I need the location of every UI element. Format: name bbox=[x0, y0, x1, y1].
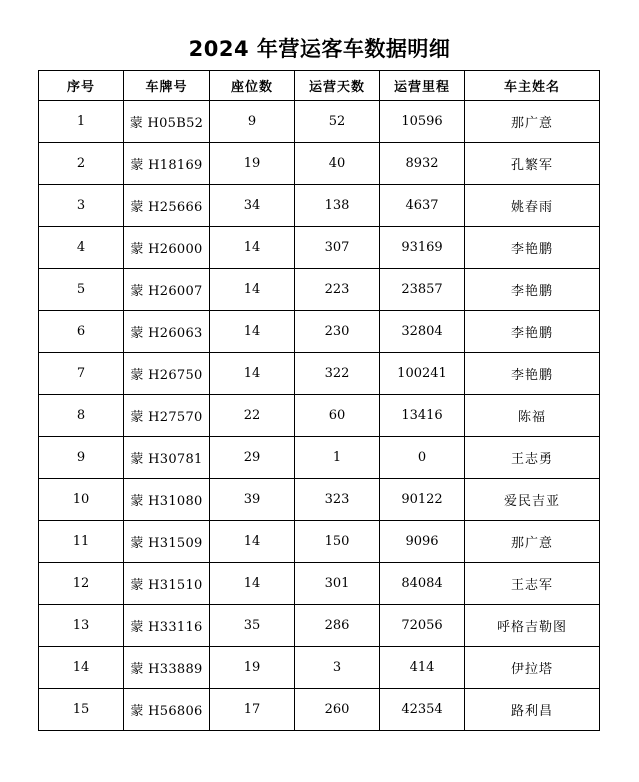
cell-seq: 6 bbox=[39, 311, 124, 353]
table-row bbox=[39, 479, 600, 521]
cell-mileage: 13416 bbox=[380, 395, 465, 437]
table-row bbox=[39, 269, 600, 311]
cell-owner: 王志军 bbox=[465, 563, 600, 605]
cell-days: 307 bbox=[295, 227, 380, 269]
cell-days: 138 bbox=[295, 185, 380, 227]
cell-seq: 7 bbox=[39, 353, 124, 395]
cell-days: 1 bbox=[295, 437, 380, 479]
header-owner: 车主姓名 bbox=[465, 71, 600, 101]
cell-plate: 蒙 H26063 bbox=[124, 311, 210, 353]
header-seq: 序号 bbox=[39, 71, 124, 101]
cell-mileage: 9096 bbox=[380, 521, 465, 563]
cell-plate: 蒙 H05B52 bbox=[124, 101, 210, 143]
cell-seq: 10 bbox=[39, 479, 124, 521]
cell-plate: 蒙 H26007 bbox=[124, 269, 210, 311]
cell-mileage: 414 bbox=[380, 647, 465, 689]
cell-seq: 15 bbox=[39, 689, 124, 731]
cell-mileage: 8932 bbox=[380, 143, 465, 185]
cell-days: 230 bbox=[295, 311, 380, 353]
cell-mileage: 90122 bbox=[380, 479, 465, 521]
cell-plate: 蒙 H31080 bbox=[124, 479, 210, 521]
cell-plate: 蒙 H56806 bbox=[124, 689, 210, 731]
cell-owner: 那广意 bbox=[465, 101, 600, 143]
cell-seats: 34 bbox=[210, 185, 295, 227]
cell-days: 322 bbox=[295, 353, 380, 395]
cell-seats: 9 bbox=[210, 101, 295, 143]
header-days: 运营天数 bbox=[295, 71, 380, 101]
table-row bbox=[39, 185, 600, 227]
cell-mileage: 84084 bbox=[380, 563, 465, 605]
cell-owner: 李艳鹏 bbox=[465, 269, 600, 311]
cell-days: 301 bbox=[295, 563, 380, 605]
cell-seats: 19 bbox=[210, 143, 295, 185]
cell-seq: 14 bbox=[39, 647, 124, 689]
cell-seats: 22 bbox=[210, 395, 295, 437]
cell-seats: 14 bbox=[210, 311, 295, 353]
header-mileage: 运营里程 bbox=[380, 71, 465, 101]
table-row bbox=[39, 689, 600, 731]
cell-owner: 李艳鹏 bbox=[465, 311, 600, 353]
header-plate: 车牌号 bbox=[124, 71, 210, 101]
cell-plate: 蒙 H33116 bbox=[124, 605, 210, 647]
cell-days: 323 bbox=[295, 479, 380, 521]
vehicle-data-table bbox=[38, 70, 600, 731]
table-row bbox=[39, 101, 600, 143]
cell-seq: 1 bbox=[39, 101, 124, 143]
cell-seq: 5 bbox=[39, 269, 124, 311]
cell-seats: 39 bbox=[210, 479, 295, 521]
cell-owner: 伊拉塔 bbox=[465, 647, 600, 689]
cell-seq: 9 bbox=[39, 437, 124, 479]
cell-seq: 4 bbox=[39, 227, 124, 269]
cell-mileage: 93169 bbox=[380, 227, 465, 269]
cell-owner: 李艳鹏 bbox=[465, 227, 600, 269]
table-row bbox=[39, 605, 600, 647]
cell-seats: 14 bbox=[210, 227, 295, 269]
document-title: 2024 年营运客车数据明细 bbox=[188, 37, 451, 61]
cell-seats: 29 bbox=[210, 437, 295, 479]
table-row bbox=[39, 353, 600, 395]
cell-owner: 姚春雨 bbox=[465, 185, 600, 227]
cell-seq: 12 bbox=[39, 563, 124, 605]
table-row bbox=[39, 227, 600, 269]
table-row bbox=[39, 143, 600, 185]
table-row bbox=[39, 311, 600, 353]
cell-seq: 2 bbox=[39, 143, 124, 185]
table-row bbox=[39, 395, 600, 437]
cell-plate: 蒙 H18169 bbox=[124, 143, 210, 185]
cell-plate: 蒙 H31510 bbox=[124, 563, 210, 605]
cell-plate: 蒙 H33889 bbox=[124, 647, 210, 689]
cell-plate: 蒙 H26000 bbox=[124, 227, 210, 269]
cell-plate: 蒙 H25666 bbox=[124, 185, 210, 227]
cell-plate: 蒙 H30781 bbox=[124, 437, 210, 479]
cell-owner: 陈福 bbox=[465, 395, 600, 437]
cell-owner: 李艳鹏 bbox=[465, 353, 600, 395]
cell-owner: 路利昌 bbox=[465, 689, 600, 731]
cell-seats: 35 bbox=[210, 605, 295, 647]
table-row bbox=[39, 521, 600, 563]
cell-days: 60 bbox=[295, 395, 380, 437]
cell-plate: 蒙 H27570 bbox=[124, 395, 210, 437]
cell-mileage: 72056 bbox=[380, 605, 465, 647]
cell-seats: 14 bbox=[210, 269, 295, 311]
cell-seats: 17 bbox=[210, 689, 295, 731]
cell-owner: 孔繁军 bbox=[465, 143, 600, 185]
header-seats: 座位数 bbox=[210, 71, 295, 101]
cell-owner: 爱民吉亚 bbox=[465, 479, 600, 521]
cell-days: 40 bbox=[295, 143, 380, 185]
cell-seats: 14 bbox=[210, 521, 295, 563]
table-row bbox=[39, 437, 600, 479]
cell-mileage: 23857 bbox=[380, 269, 465, 311]
cell-mileage: 4637 bbox=[380, 185, 465, 227]
cell-days: 150 bbox=[295, 521, 380, 563]
cell-seq: 13 bbox=[39, 605, 124, 647]
cell-seats: 14 bbox=[210, 563, 295, 605]
cell-plate: 蒙 H26750 bbox=[124, 353, 210, 395]
cell-seats: 19 bbox=[210, 647, 295, 689]
cell-seq: 3 bbox=[39, 185, 124, 227]
cell-mileage: 10596 bbox=[380, 101, 465, 143]
cell-seats: 14 bbox=[210, 353, 295, 395]
cell-days: 52 bbox=[295, 101, 380, 143]
cell-days: 286 bbox=[295, 605, 380, 647]
cell-seq: 8 bbox=[39, 395, 124, 437]
cell-owner: 呼格吉勒图 bbox=[465, 605, 600, 647]
cell-days: 260 bbox=[295, 689, 380, 731]
cell-days: 3 bbox=[295, 647, 380, 689]
cell-plate: 蒙 H31509 bbox=[124, 521, 210, 563]
table-header-row bbox=[39, 71, 600, 101]
cell-mileage: 0 bbox=[380, 437, 465, 479]
cell-owner: 王志勇 bbox=[465, 437, 600, 479]
cell-mileage: 42354 bbox=[380, 689, 465, 731]
table-row bbox=[39, 563, 600, 605]
cell-seq: 11 bbox=[39, 521, 124, 563]
cell-mileage: 32804 bbox=[380, 311, 465, 353]
cell-owner: 那广意 bbox=[465, 521, 600, 563]
cell-mileage: 100241 bbox=[380, 353, 465, 395]
table-row bbox=[39, 647, 600, 689]
cell-days: 223 bbox=[295, 269, 380, 311]
